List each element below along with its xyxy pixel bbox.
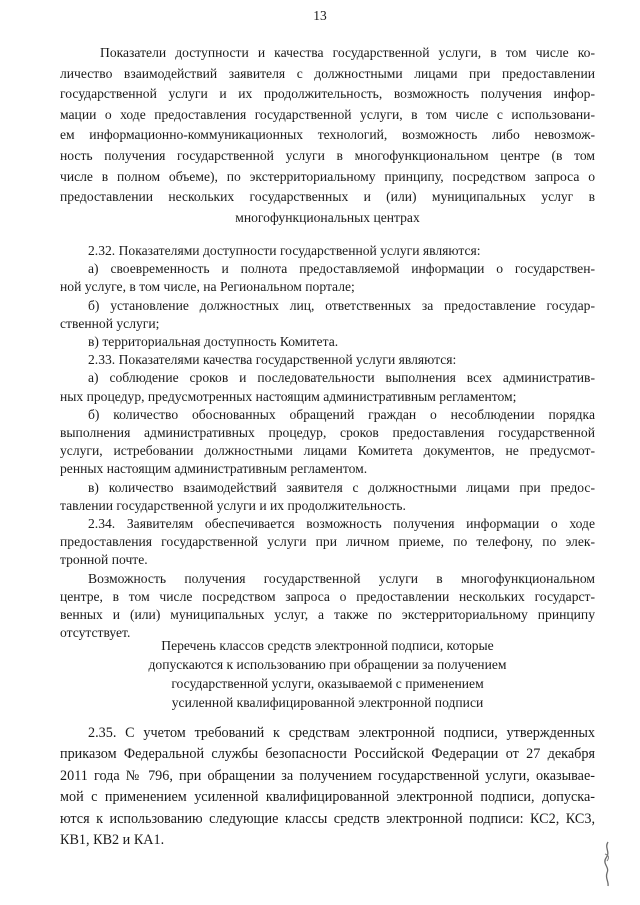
paragraph-line: услуги, истребовании должностными лицами Комитета документов, не предусмот- bbox=[60, 443, 595, 459]
heading-line: Показатели доступности и качества государственной услуги, в том числе ко- bbox=[100, 45, 595, 60]
paragraph-line: ются к использованию следующие классы средств электронной подписи: КС2, КС3, bbox=[60, 810, 595, 827]
heading-line: государственной услуги, оказываемой с применением bbox=[171, 676, 484, 691]
heading-line: многофункциональных центрах bbox=[235, 209, 420, 225]
paragraph-line: тавлении государственной услуги и их продолжительность. bbox=[60, 497, 406, 513]
heading-line: предоставлении нескольких государственных и (или) муниципальных услуг в bbox=[60, 189, 595, 205]
heading-line: числе в полном объеме), по экстерриториальному принципу, посредством запроса о bbox=[60, 168, 595, 184]
page-number: 13 bbox=[313, 8, 327, 23]
heading-line: ем информационно-коммуникационных технологий, возможность либо невозмож- bbox=[60, 127, 595, 143]
heading-line: допускаются к использованию при обращении за получением bbox=[148, 657, 507, 672]
paragraph-line: предоставления государственной услуги при личном приеме, по телефону, по элек- bbox=[60, 534, 595, 550]
paragraph-line: венных и (или) муниципальных услуг, а также по экстерриториальному принципу bbox=[60, 607, 595, 623]
paragraph-line: ной услуге, в том числе, на Региональном портале; bbox=[60, 279, 355, 295]
heading-line: усиленной квалифицированной электронной подписи bbox=[171, 695, 484, 710]
paragraph-line: ных процедур, предусмотренных настоящим административным регламентом; bbox=[60, 388, 517, 404]
paragraph-line: б) установление должностных лиц, ответственных за предоставление государ- bbox=[88, 297, 595, 313]
handwritten-mark bbox=[596, 838, 618, 888]
heading-line: мации о ходе предоставления государственной услуги, в том числе с использовани- bbox=[60, 106, 595, 122]
paragraph-line: отсутствует. bbox=[60, 625, 131, 641]
paragraph-line: выполнения административных процедур, сроков предоставления государственной bbox=[60, 425, 595, 441]
paragraph-line: б) количество обоснованных обращений граждан о несоблюдении порядка bbox=[88, 406, 595, 422]
paragraph-line: 2.32. Показателями доступности государственной услуги являются: bbox=[88, 243, 481, 258]
section-2-32-to-2-34 bbox=[60, 242, 595, 642]
heading-line: личество взаимодействий заявителя с должностными лицами при предоставлении bbox=[60, 65, 595, 81]
paragraph-line: Возможность получения государственной услуги в многофункциональном bbox=[88, 570, 595, 586]
paragraph-line: а) своевременность и полнота предоставляемой информации о государствен- bbox=[88, 261, 595, 277]
paragraph-line: приказом Федеральной службы безопасности Российской Федерации от 27 декабря bbox=[60, 746, 595, 763]
heading-line: государственной услуги и их продолжительность, возможность получения инфор- bbox=[60, 86, 595, 102]
paragraph-line: в) территориальная доступность Комитета. bbox=[88, 334, 339, 350]
section-heading-e-signature bbox=[60, 636, 595, 712]
paragraph-line: 2.35. С учетом требований к средствам электронной подписи, утвержденных bbox=[88, 725, 595, 741]
paragraph-line: в) количество взаимодействий заявителя с должностными лицами при предос- bbox=[88, 479, 595, 495]
paragraph-line: 2.34. Заявителям обеспечивается возможность получения информации о ходе bbox=[88, 516, 595, 532]
paragraph-line: тронной почте. bbox=[60, 552, 148, 568]
paragraph-line: а) соблюдение сроков и последовательности выполнения всех административ- bbox=[88, 370, 595, 386]
paragraph-line: 2011 года № 796, при обращении за получением государственной услуги, оказывае- bbox=[60, 767, 595, 784]
section-2-35 bbox=[60, 723, 595, 851]
paragraph-line: мой с применением усиленной квалифицированной электронной подписи, допуска- bbox=[60, 789, 595, 806]
paragraph-line: ренных настоящим административным регламентом. bbox=[60, 461, 368, 477]
heading-line: ность получения государственной услуги в многофункциональном центре (в том bbox=[60, 147, 595, 163]
paragraph-line: КВ1, КВ2 и КА1. bbox=[60, 832, 165, 849]
paragraph-line: центре, в том числе посредством запроса о предоставлении нескольких государст- bbox=[60, 588, 595, 604]
paragraph-line: ственной услуги; bbox=[60, 315, 160, 331]
paragraph-line: 2.33. Показателями качества государственной услуги являются: bbox=[88, 352, 457, 368]
section-heading-accessibility bbox=[60, 43, 595, 228]
heading-line: Перечень классов средств электронной подписи, которые bbox=[161, 638, 494, 653]
